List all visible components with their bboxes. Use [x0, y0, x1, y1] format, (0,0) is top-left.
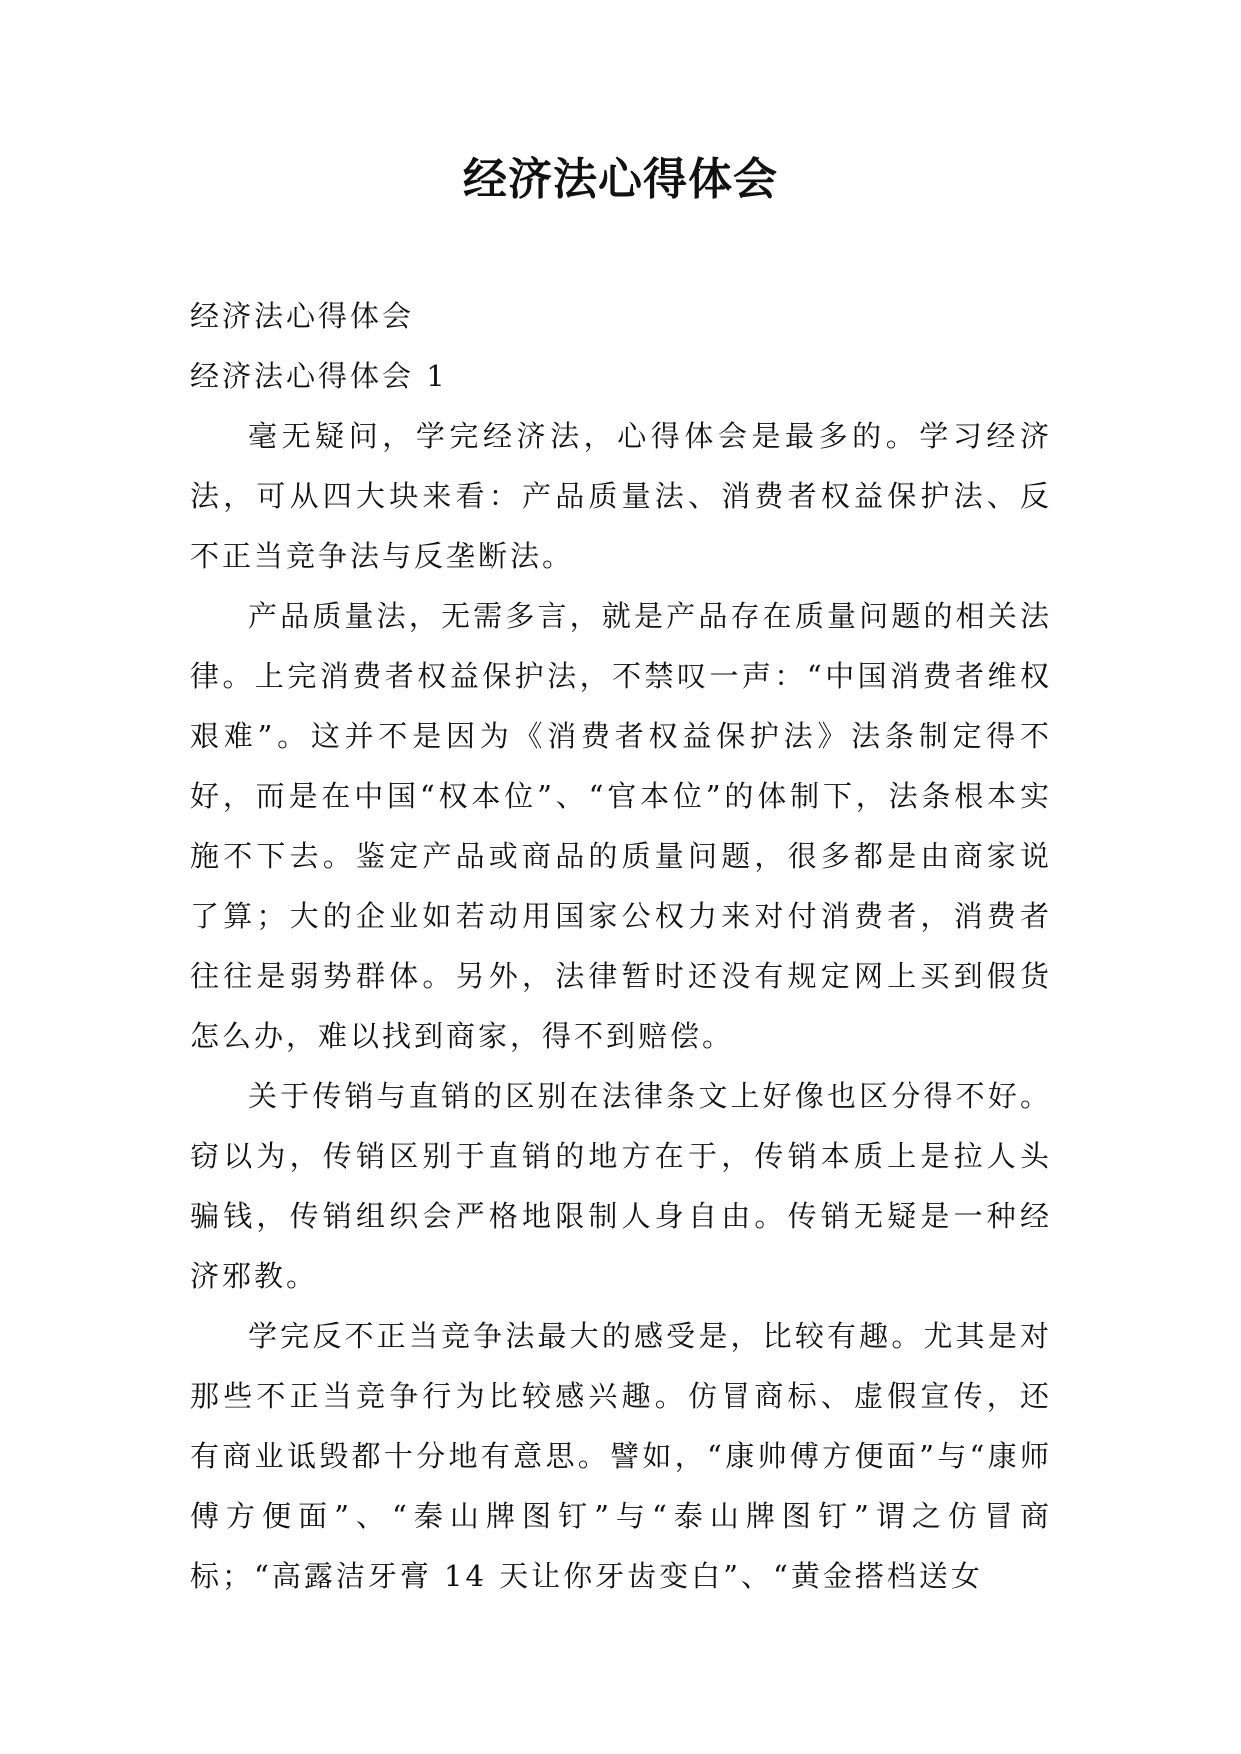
paragraph: 关于传销与直销的区别在法律条文上好像也区分得不好。窃以为，传销区别于直销的地方在于，传销本质上是拉人头骗钱，传销组织会严格地限制人身自由。传销无疑是一种经济邪教。: [190, 1079, 1052, 1293]
document-body: [190, 286, 1052, 1606]
paragraph: 学完反不正当竞争法最大的感受是，比较有趣。尤其是对那些不正当竞争行为比较感兴趣。仿冒商标、虚假宣传，还有商业诋毁都十分地有意思。譬如，“康帅傅方便面”与“康师傅方便面”、“秦山牌图钉”与“泰山牌图钉”谓之仿冒商标；“高露洁牙膏 14 天让你牙齿变白”、“黄金搭档送女: [190, 1319, 1052, 1593]
document-subtitle: 经济法心得体会: [190, 299, 415, 333]
paragraph: 产品质量法，无需多言，就是产品存在质量问题的相关法律。上完消费者权益保护法，不禁叹一声：“中国消费者维权艰难”。这并不是因为《消费者权益保护法》法条制定得不好，而是在中国“权本位”、“官本位”的体制下，法条根本实施不下去。鉴定产品或商品的质量问题，很多都是由商家说了算；大的企业如若动用国家公权力来对付消费者，消费者往往是弱势群体。另外，法律暂时还没有规定网上买到假货怎么办，难以找到商家，得不到赔偿。: [190, 599, 1052, 1053]
document-title: 经济法心得体会: [463, 154, 778, 205]
section-heading: 经济法心得体会 1: [190, 359, 448, 393]
paragraph: 毫无疑问，学完经济法，心得体会是最多的。学习经济法，可从四大块来看：产品质量法、消费者权益保护法、反不正当竞争法与反垄断法。: [190, 419, 1052, 573]
